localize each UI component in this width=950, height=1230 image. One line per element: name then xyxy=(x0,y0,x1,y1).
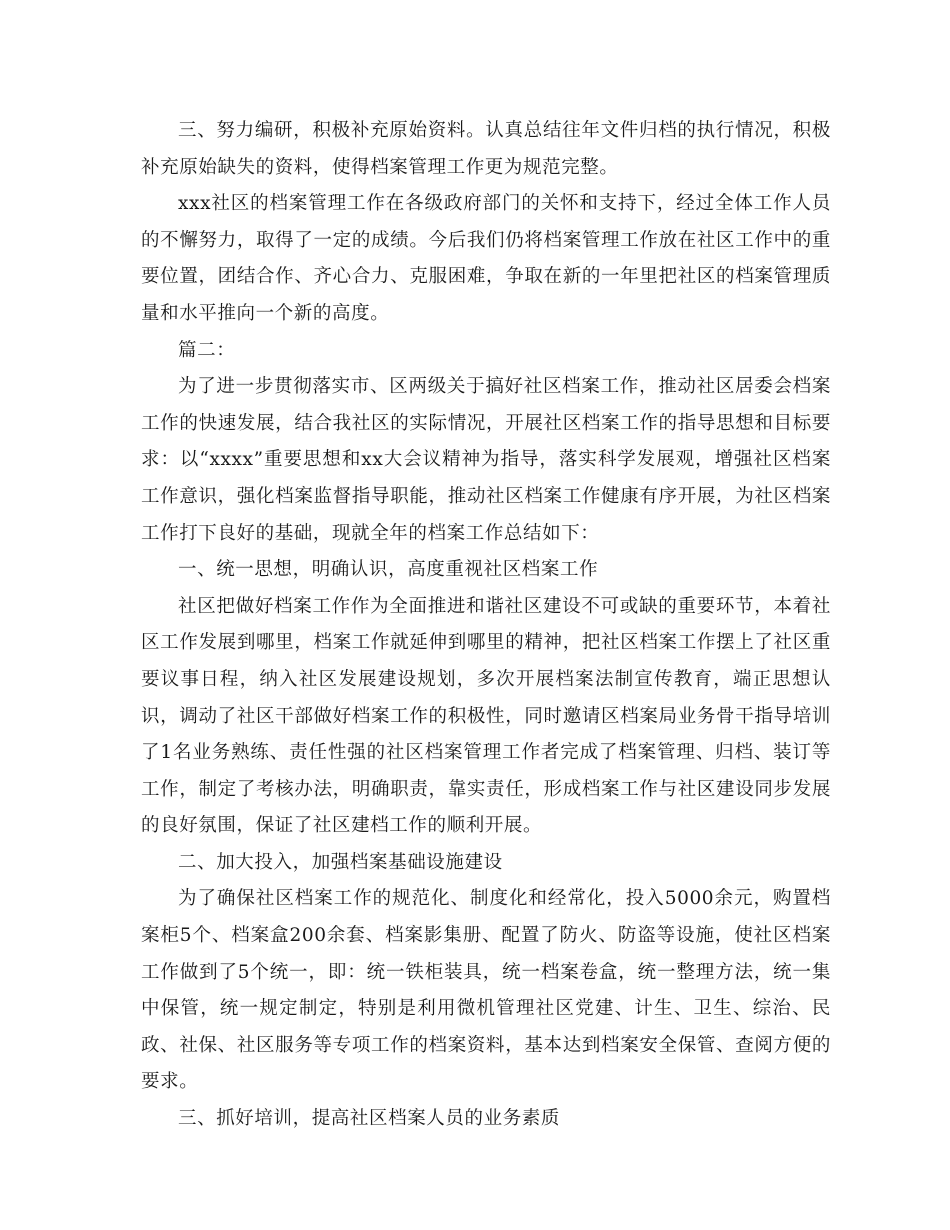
paragraph-3: 为了进一步贯彻落实市、区两级关于搞好社区档案工作，推动社区居委会档案工作的快速发展，结合我社区的实际情况，开展社区档案工作的指导思想和目标要求：以“xxxx”重要思想和xx大会议精神为指导，落实科学发展观，增强社区档案工作意识，强化档案监督指导职能，推动社区档案工作健康有序开展，为社区档案工作打下良好的基础，现就全年的档案工作总结如下： xyxy=(141,376,831,544)
section-heading-part-two: 篇二： xyxy=(178,339,236,361)
document-page xyxy=(141,113,831,1138)
paragraph-2: xxx社区的档案管理工作在各级政府部门的关怀和支持下，经过全体工作人员的不懈努力，取得了一定的成绩。今后我们仍将档案管理工作放在社区工作中的重要位置，团结合作、齐心合力、克服困难，争取在新的一年里把社区的档案管理质量和水平推向一个新的高度。 xyxy=(141,193,831,324)
section-heading-2: 二、加大投入，加强档案基础设施建设 xyxy=(178,851,503,873)
section-heading-3: 三、抓好培训，提高社区档案人员的业务素质 xyxy=(178,1108,561,1130)
paragraph-1: 三、努力编研，积极补充原始资料。认真总结往年文件归档的执行情况，积极补充原始缺失的资料，使得档案管理工作更为规范完整。 xyxy=(141,120,831,178)
paragraph-4: 社区把做好档案工作作为全面推进和谐社区建设不可或缺的重要环节，本着社区工作发展到哪里，档案工作就延伸到哪里的精神，把社区档案工作摆上了社区重要议事日程，纳入社区发展建设规划，多次开展档案法制宣传教育，端正思想认识，调动了社区干部做好档案工作的积极性，同时邀请区档案局业务骨干指导培训了1名业务熟练、责任性强的社区档案管理工作者完成了档案管理、归档、装订等工作，制定了考核办法，明确职责，靠实责任，形成档案工作与社区建设同步发展的良好氛围，保证了社区建档工作的顺利开展。 xyxy=(141,595,831,837)
section-heading-1: 一、统一思想，明确认识，高度重视社区档案工作 xyxy=(178,559,599,581)
paragraph-5: 为了确保社区档案工作的规范化、制度化和经常化，投入5000余元，购置档案柜5个、档案盒200余套、档案影集册、配置了防火、防盗等设施，使社区档案工作做到了5个统一，即：统一铁柜装具，统一档案卷盒，统一整理方法，统一集中保管，统一规定制定，特别是利用微机管理社区党建、计生、卫生、综治、民政、社保、社区服务等专项工作的档案资料，基本达到档案安全保管、查阅方便的要求。 xyxy=(141,888,831,1093)
